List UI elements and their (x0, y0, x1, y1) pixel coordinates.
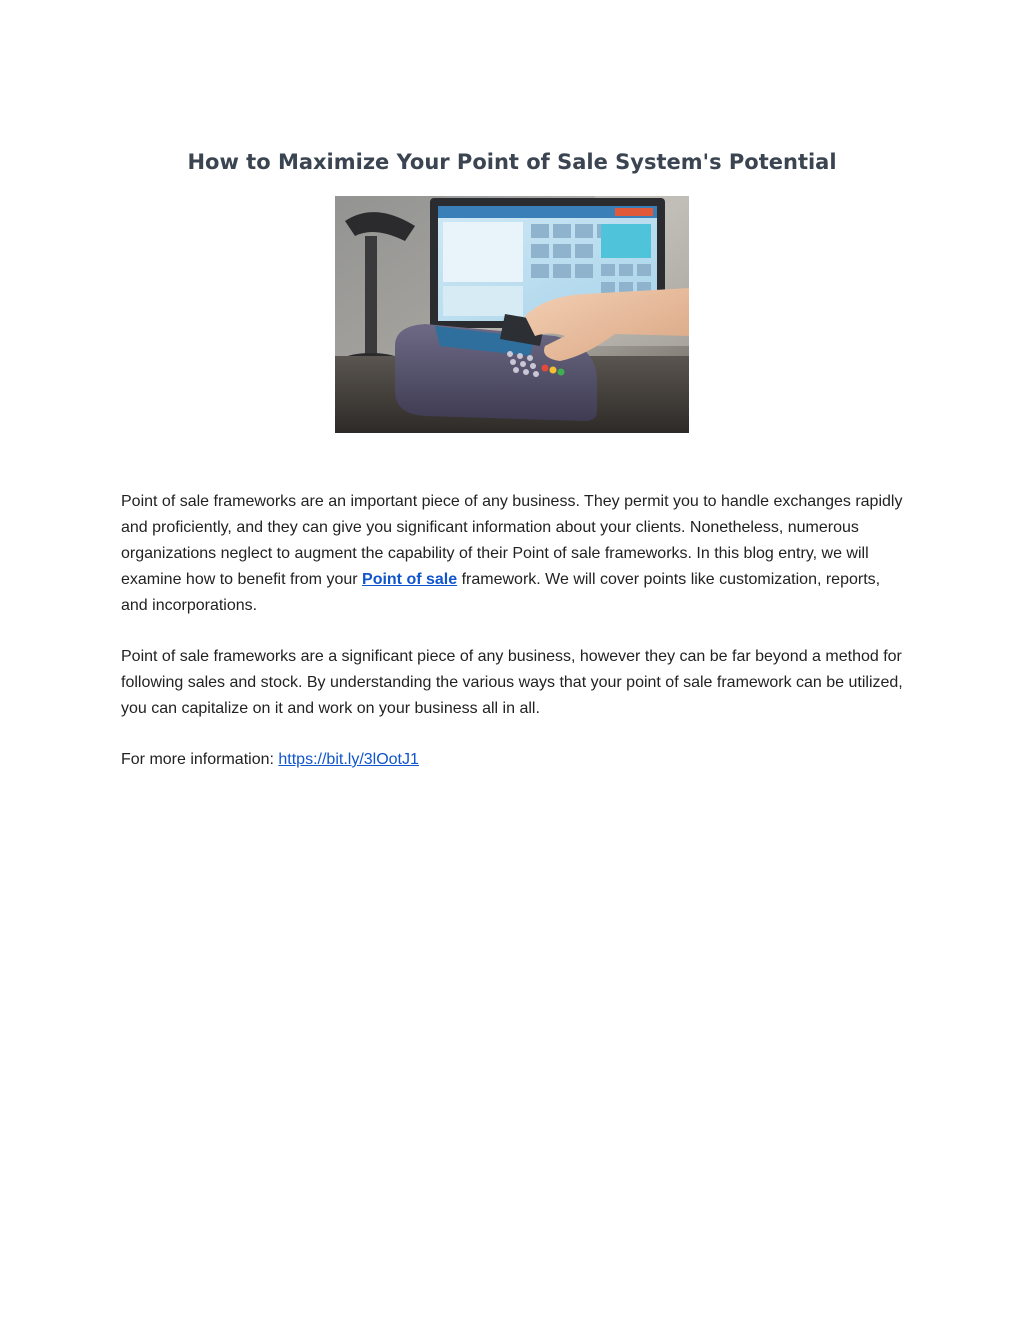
pos-terminal-photo (335, 196, 689, 433)
intro-text-end: framework. We will cover points like customization, reports, and incorporations. (121, 571, 881, 614)
intro-paragraph (121, 489, 911, 619)
more-info-label: For more information: (121, 751, 279, 768)
more-info-link[interactable]: https://bit.ly/3lOotJ1 (278, 751, 419, 768)
more-info-line (121, 747, 911, 773)
intro-text-start: Point of sale frameworks are an important piece of any business. They permit you to handle exchanges rapidly and proficiently, and they can give you significant information about your clients. Nonetheless, numerous organizations neglect to augment the capability of their Point of sale frameworks. In this blog entry, we will examine how to benefit from your (121, 493, 903, 588)
page-title: How to Maximize Your Point of Sale System's Potential (187, 150, 837, 174)
second-paragraph: Point of sale frameworks are a significant piece of any business, however they can be far beyond a method for following sales and stock. By understanding the various ways that your point of sale framework can be utilized, you can capitalize on it and work on your business all in all. (121, 648, 903, 717)
point-of-sale-link[interactable]: Point of sale (362, 571, 458, 588)
